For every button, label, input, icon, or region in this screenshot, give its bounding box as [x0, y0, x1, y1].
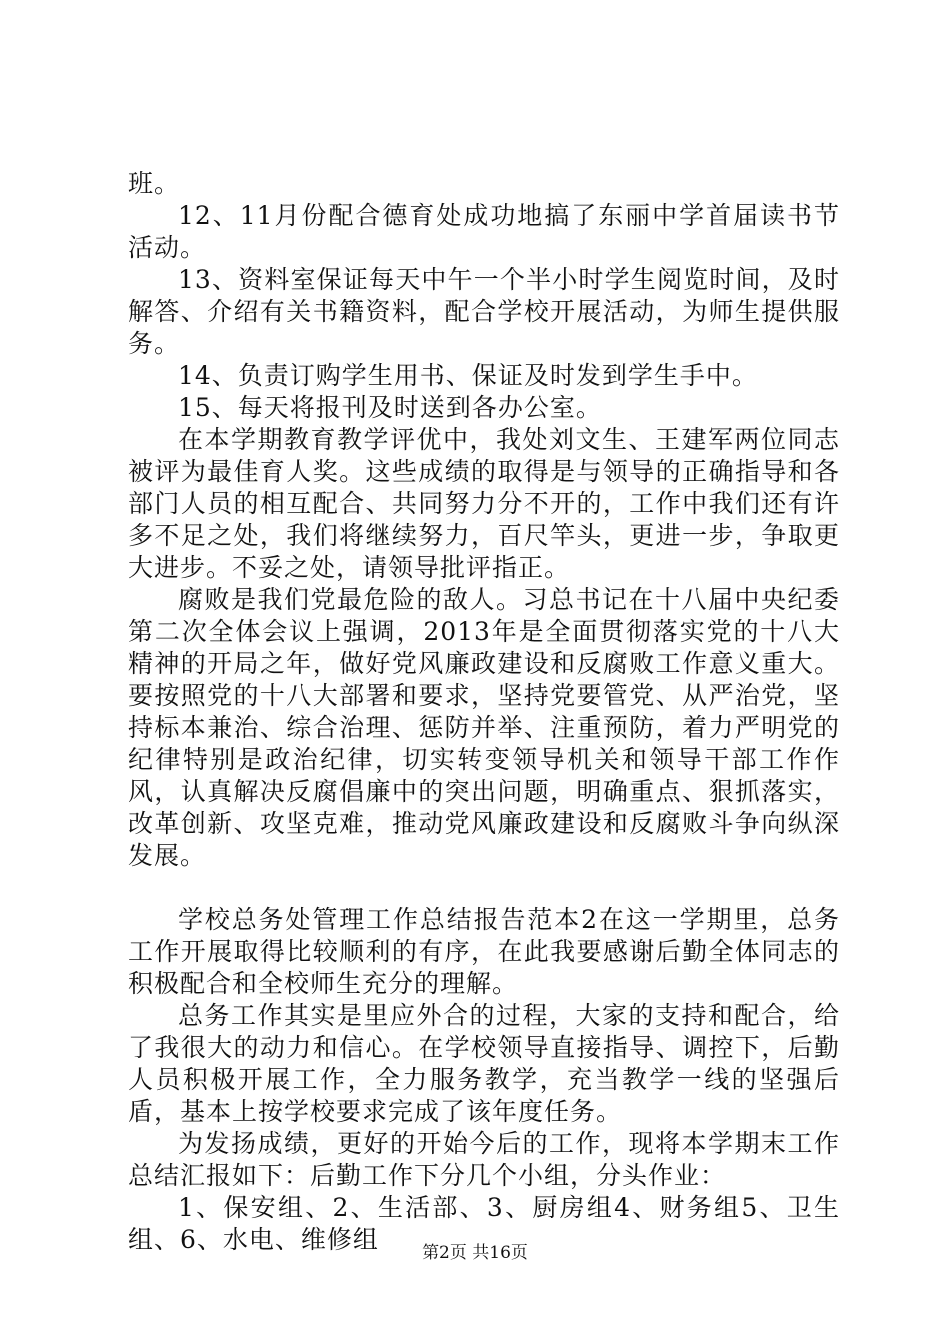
paragraph-5: 15、每天将报刊及时送到各办公室。 [178, 393, 602, 422]
paragraph-9: 总务工作其实是里应外合的过程，大家的支持和配合，给了我很大的动力和信心。在学校领导直接指导、调控下，后勤人员积极开展工作，全力服务教学，充当教学一线的坚强后盾，基本上按学校要求完成了该年度任务。 [128, 1001, 840, 1126]
paragraph-11: 1、保安组、2、生活部、3、厨房组4、财务组5、卫生组、6、水电、维修组 [128, 1193, 840, 1254]
page-number-footer: 第2页 共16页 [422, 1243, 528, 1263]
paragraph-2: 12、11月份配合德育处成功地搞了东丽中学首届读书节活动。 [128, 201, 840, 262]
paragraph-10: 为发扬成绩，更好的开始今后的工作，现将本学期末工作总结汇报如下：后勤工作下分几个小组，分头作业： [128, 1129, 840, 1190]
paragraph-8: 学校总务处管理工作总结报告范本2在这一学期里，总务工作开展取得比较顺利的有序，在此我要感谢后勤全体同志的积极配合和全校师生充分的理解。 [128, 905, 840, 998]
paragraph-1: 班。 [128, 169, 181, 198]
paragraph-4: 14、负责订购学生用书、保证及时发到学生手中。 [178, 361, 758, 390]
paragraph-3: 13、资料室保证每天中午一个半小时学生阅览时间，及时解答、介绍有关书籍资料，配合学校开展活动，为师生提供服务。 [128, 265, 840, 358]
paragraph-gap [128, 872, 840, 904]
paragraph-7: 腐败是我们党最危险的敌人。习总书记在十八届中央纪委第二次全体会议上强调，2013年是全面贯彻落实党的十八大精神的开局之年，做好党风廉政建设和反腐败工作意义重大。要按照党的十八大部署和要求，坚持党要管党、从严治党，坚持标本兼治、综合治理、惩防并举、注重预防，着力严明党的纪律特别是政治纪律，切实转变领导机关和领导干部工作作风，认真解决反腐倡廉中的突出问题，明确重点、狠抓落实，改革创新、攻坚克难，推动党风廉政建设和反腐败斗争向纵深发展。 [128, 585, 840, 870]
paragraph-6: 在本学期教育教学评优中，我处刘文生、王建军两位同志被评为最佳育人奖。这些成绩的取得是与领导的正确指导和各部门人员的相互配合、共同努力分不开的，工作中我们还有许多不足之处，我们将继续努力，百尺竿头，更进一步，争取更大进步。不妥之处，请领导批评指正。 [128, 425, 840, 582]
document-body [128, 168, 840, 1256]
